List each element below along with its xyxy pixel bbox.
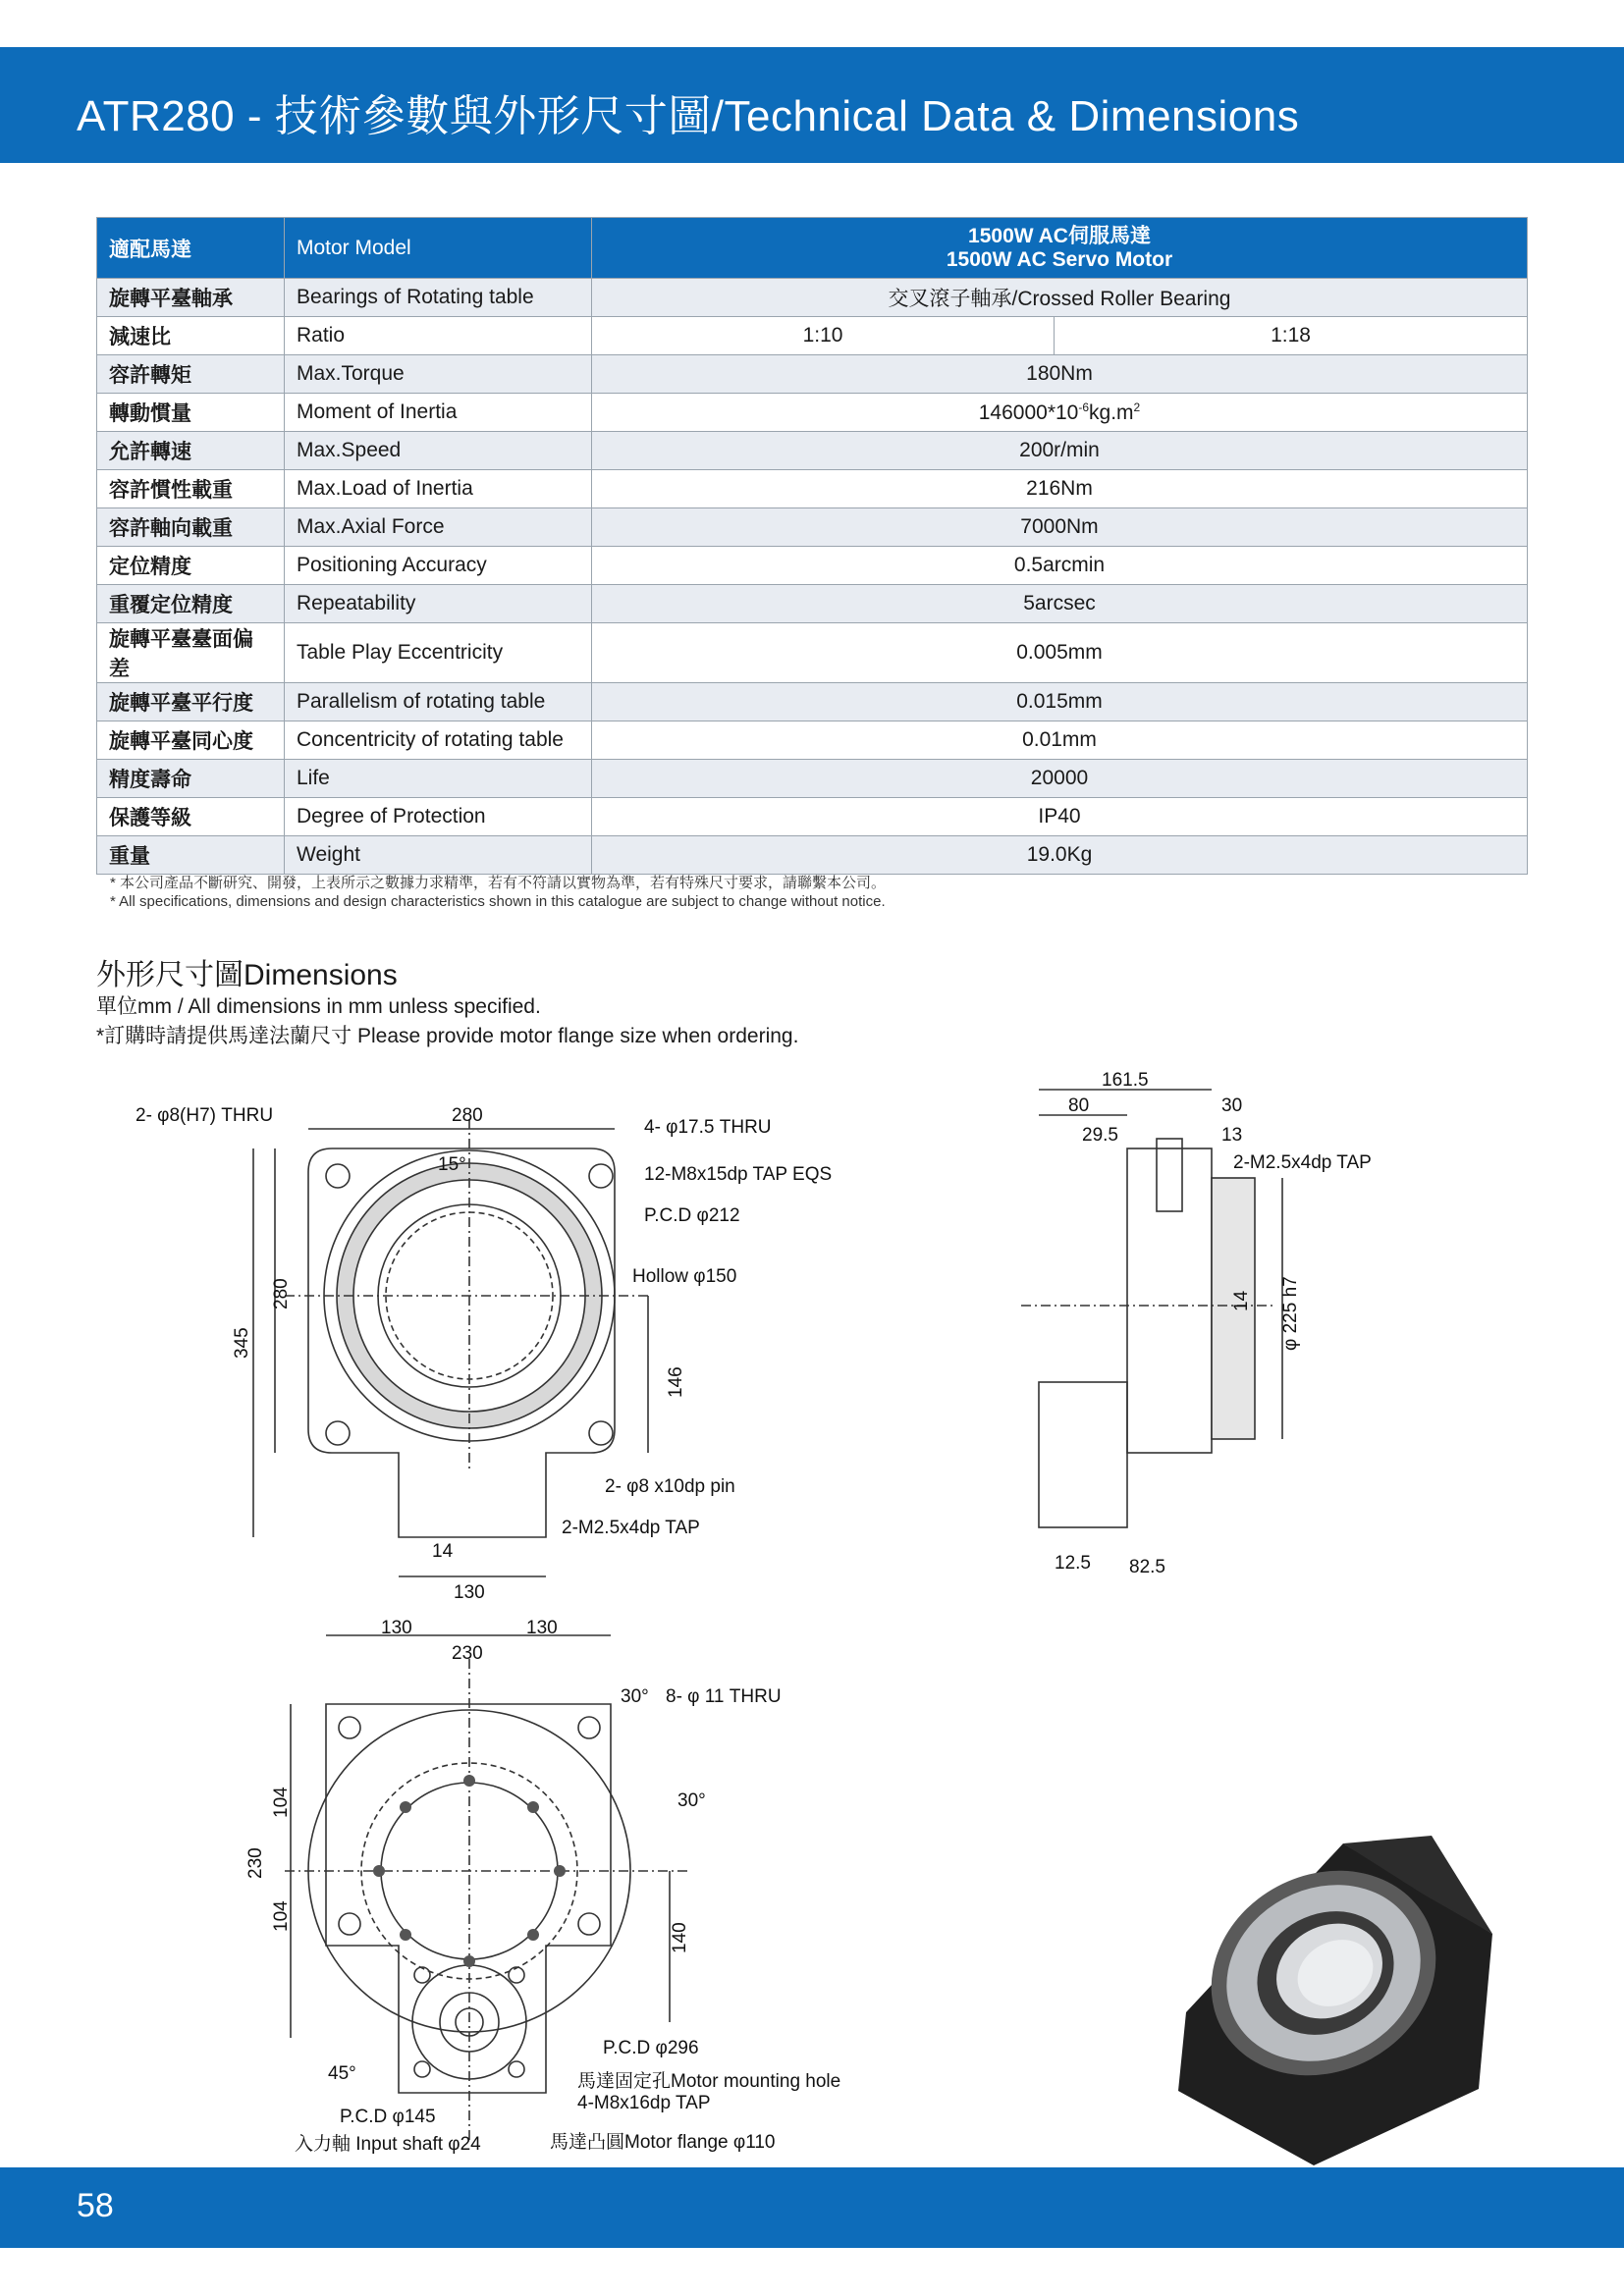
label-angle-15: 15°: [438, 1154, 466, 1175]
row-label-zh: 重量: [97, 836, 285, 875]
bottom-view-bolt: [463, 1955, 475, 1967]
table-row: [97, 623, 1528, 683]
label-pin-holes: 2- φ8(H7) THRU: [135, 1105, 274, 1126]
row-value: 交叉滾子軸承/Crossed Roller Bearing: [592, 279, 1528, 317]
label-pin: 2- φ8 x10dp pin: [605, 1476, 735, 1497]
row-label-zh: 保護等級: [97, 798, 285, 836]
header-en: Motor Model: [285, 218, 592, 279]
bottom-view-bolt: [373, 1865, 385, 1877]
row-label-zh: 容許慣性載重: [97, 470, 285, 508]
inertia-exp: -6: [1078, 400, 1090, 414]
label-side-tap: 2-M2.5x4dp TAP: [1233, 1152, 1372, 1173]
bottom-view-bolt: [400, 1801, 411, 1813]
page-title: ATR280 - 技術參數與外形尺寸圖/Technical Data & Dimensions: [77, 92, 1300, 140]
note-en: * All specifications, dimensions and design characteristics shown in this catalogue are subject to change without notice.: [110, 893, 886, 910]
top-view-corner-hole: [326, 1421, 350, 1445]
row-label-en: Concentricity of rotating table: [285, 721, 592, 760]
row-label-zh: 允許轉速: [97, 432, 285, 470]
table-row: [97, 683, 1528, 721]
row-label-en: Max.Torque: [285, 355, 592, 394]
label-82: 82.5: [1129, 1557, 1165, 1577]
table-row: [97, 470, 1528, 508]
table-row: [97, 836, 1528, 875]
label-tap: 12-M8x15dp TAP EQS: [644, 1164, 833, 1185]
table-header-row: [97, 218, 1528, 279]
label-bottom-thru: 8- φ 11 THRU: [666, 1686, 782, 1707]
label-14-side: 14: [1231, 1290, 1252, 1311]
header-value: [592, 218, 1528, 279]
row-value: [592, 394, 1528, 432]
label-12: 12.5: [1055, 1553, 1091, 1574]
label-tap2: 2-M2.5x4dp TAP: [562, 1518, 700, 1538]
row-label-zh: 轉動慣量: [97, 394, 285, 432]
table-row: [97, 798, 1528, 836]
label-104b: 104: [271, 1900, 292, 1932]
label-104a: 104: [271, 1787, 292, 1818]
label-input-shaft: 入力軸 Input shaft φ24: [295, 2134, 481, 2155]
top-view-corner-hole: [589, 1421, 613, 1445]
label-height-345: 345: [232, 1327, 252, 1359]
product-photo: [1168, 1826, 1512, 2169]
row-label-en: Moment of Inertia: [285, 394, 592, 432]
bottom-view-body: [326, 1704, 611, 2093]
row-label-zh: 定位精度: [97, 547, 285, 585]
row-value: 20000: [592, 760, 1528, 798]
label-130: 130: [454, 1582, 485, 1603]
bottom-view-mount-hole: [509, 2061, 524, 2077]
label-mount-hole: 馬達固定孔Motor mounting hole: [577, 2071, 841, 2092]
side-view-boss: [1157, 1139, 1182, 1211]
top-view-corner-hole: [326, 1164, 350, 1188]
label-13: 13: [1221, 1125, 1243, 1146]
row-value: 7000Nm: [592, 508, 1528, 547]
table-row: [97, 547, 1528, 585]
table-row: [97, 721, 1528, 760]
bottom-view-hole: [339, 1913, 360, 1935]
row-value: 19.0Kg: [592, 836, 1528, 875]
table-row: [97, 279, 1528, 317]
table-row: [97, 432, 1528, 470]
table-row: [97, 508, 1528, 547]
bottom-view-bolt: [463, 1775, 475, 1787]
side-view-motor: [1039, 1382, 1127, 1527]
row-label-zh: 旋轉平臺軸承: [97, 279, 285, 317]
row-label-en: Table Play Eccentricity: [285, 623, 592, 683]
row-value: 200r/min: [592, 432, 1528, 470]
row-value: 216Nm: [592, 470, 1528, 508]
side-view-flange: [1127, 1148, 1212, 1453]
bottom-view-bolt: [400, 1929, 411, 1941]
label-thru: 4- φ17.5 THRU: [644, 1117, 772, 1138]
page-number: 58: [77, 2187, 114, 2224]
label-130b: 130: [526, 1618, 558, 1638]
top-view-corner-hole: [589, 1164, 613, 1188]
bottom-view-hole: [578, 1717, 600, 1738]
label-width-280: 280: [452, 1105, 483, 1126]
label-230a: 230: [452, 1643, 483, 1664]
label-140: 140: [670, 1922, 690, 1953]
note-zh: * 本公司產品不斷研究、開發，上表所示之數據力求精準，若有不符請以實物為準，若有特殊尺寸要求，請聯繫本公司。: [110, 875, 887, 891]
row-label-en: Weight: [285, 836, 592, 875]
label-pcd145: P.C.D φ145: [340, 2107, 436, 2127]
label-30b: 30°: [677, 1790, 706, 1811]
row-label-en: Life: [285, 760, 592, 798]
table-row: [97, 317, 1528, 355]
ratio-value-a: 1:10: [592, 317, 1055, 355]
label-130a: 130: [381, 1618, 412, 1638]
label-29: 29.5: [1082, 1125, 1118, 1146]
label-pcd296: P.C.D φ296: [603, 2038, 699, 2058]
inertia-pre: 146000*10: [978, 400, 1079, 424]
table-row: [97, 585, 1528, 623]
row-label-zh: 精度壽命: [97, 760, 285, 798]
header-value-zh: 1500W AC伺服馬達: [968, 224, 1151, 247]
row-label-en: Max.Load of Inertia: [285, 470, 592, 508]
table-row: [97, 760, 1528, 798]
bottom-view-mount-hole: [509, 1967, 524, 1983]
header-zh: 適配馬達: [97, 218, 285, 279]
row-value: 0.5arcmin: [592, 547, 1528, 585]
bottom-view-bolt: [554, 1865, 566, 1877]
row-label-zh: 容許轉矩: [97, 355, 285, 394]
bottom-view-hole: [339, 1717, 360, 1738]
label-height-280: 280: [271, 1278, 292, 1309]
label-mount-tap: 4-M8x16dp TAP: [577, 2093, 711, 2113]
label-hollow: Hollow φ150: [632, 1266, 737, 1287]
bottom-view-bolt: [527, 1801, 539, 1813]
row-label-en: Repeatability: [285, 585, 592, 623]
ratio-value-b: 1:18: [1055, 317, 1528, 355]
row-value: 0.015mm: [592, 683, 1528, 721]
order-note: *訂購時請提供馬達法蘭尺寸 Please provide motor flange size when ordering.: [96, 1025, 799, 1047]
label-80: 80: [1068, 1095, 1090, 1116]
label-45: 45°: [328, 2063, 356, 2084]
label-146: 146: [666, 1366, 686, 1398]
row-label-en: Max.Speed: [285, 432, 592, 470]
bottom-view-bolt: [527, 1929, 539, 1941]
row-value: 0.01mm: [592, 721, 1528, 760]
header-value-en: 1500W AC Servo Motor: [946, 247, 1173, 271]
row-value: 0.005mm: [592, 623, 1528, 683]
table-row: [97, 394, 1528, 432]
row-label-zh: 重覆定位精度: [97, 585, 285, 623]
unit-note: 單位mm / All dimensions in mm unless specified.: [96, 995, 541, 1018]
label-230b: 230: [245, 1847, 266, 1879]
label-pcd212: P.C.D φ212: [644, 1205, 740, 1226]
row-label-zh: 旋轉平臺臺面偏差: [97, 623, 285, 683]
row-label-zh: 旋轉平臺平行度: [97, 683, 285, 721]
row-value: 5arcsec: [592, 585, 1528, 623]
label-161: 161.5: [1102, 1070, 1149, 1091]
row-value: IP40: [592, 798, 1528, 836]
footer-bar: [0, 2167, 1624, 2248]
row-label-en: Positioning Accuracy: [285, 547, 592, 585]
spec-table: [96, 217, 1528, 875]
row-label-zh: 容許軸向載重: [97, 508, 285, 547]
inertia-exp2: 2: [1133, 400, 1141, 414]
row-value: 180Nm: [592, 355, 1528, 394]
row-label-zh: 旋轉平臺同心度: [97, 721, 285, 760]
bottom-view-mount-hole: [414, 2061, 430, 2077]
bottom-view-mount-hole: [414, 1967, 430, 1983]
bottom-view-hole: [578, 1913, 600, 1935]
table-row: [97, 355, 1528, 394]
row-label-zh: 減速比: [97, 317, 285, 355]
label-motor-flange: 馬達凸圓Motor flange φ110: [550, 2132, 776, 2153]
inertia-unit: kg.m: [1089, 400, 1134, 424]
label-30a: 30°: [621, 1686, 649, 1707]
row-label-en: Degree of Protection: [285, 798, 592, 836]
label-30: 30: [1221, 1095, 1243, 1116]
label-225: φ 225 h7: [1280, 1276, 1301, 1351]
row-label-en: Ratio: [285, 317, 592, 355]
row-label-en: Bearings of Rotating table: [285, 279, 592, 317]
row-label-en: Parallelism of rotating table: [285, 683, 592, 721]
label-14: 14: [432, 1541, 454, 1562]
row-label-en: Max.Axial Force: [285, 508, 592, 547]
dimensions-title: 外形尺寸圖Dimensions: [96, 959, 398, 991]
